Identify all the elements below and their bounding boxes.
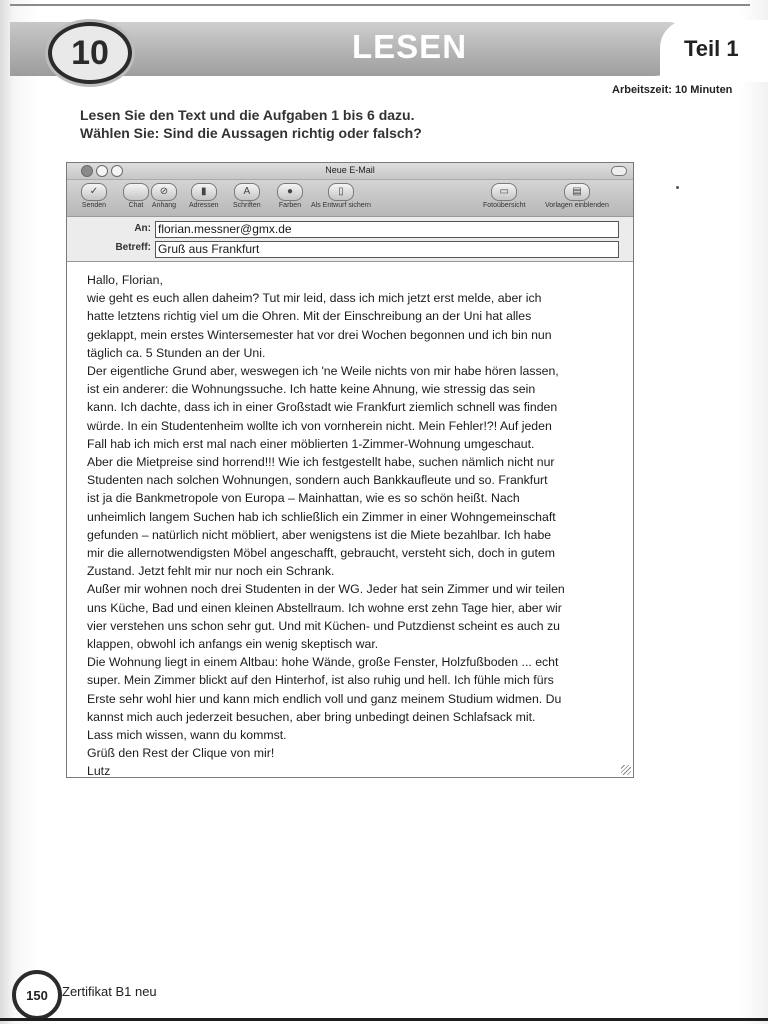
time-limit: Arbeitszeit: 10 Minuten xyxy=(612,84,733,96)
body-line: Grüß den Rest der Clique von mir! xyxy=(87,746,275,761)
colors-label: Farben xyxy=(278,202,302,209)
body-line: vier verstehen uns schon sehr gut. Und mit Küchen- und Putzdienst scheint es auch zu xyxy=(87,618,561,633)
mail-body[interactable] xyxy=(87,271,617,781)
body-line: super. Mein Zimmer blickt auf den Hinterhof, ist also ruhig und hell. Ich fühle mich fürs xyxy=(87,673,554,688)
mail-header-fields xyxy=(67,217,633,262)
address-book-icon: ▮ xyxy=(191,183,217,201)
fonts-button[interactable] xyxy=(233,183,261,209)
body-line: Erste sehr wohl hier und kann mich endlich voll und ganz meinem Studium widmen. Du xyxy=(87,691,562,706)
part-label: Teil 1 xyxy=(684,36,739,61)
section-title: LESEN xyxy=(352,28,468,65)
chat-label: Chat xyxy=(128,202,144,209)
send-label: Senden xyxy=(81,202,107,209)
page-edge-line xyxy=(10,4,750,6)
paperclip-icon: ⊘ xyxy=(151,183,177,201)
section-number: 10 xyxy=(71,33,109,72)
speck xyxy=(676,186,679,189)
body-line: Zustand. Jetzt fehlt mir nur noch ein Schrank. xyxy=(87,564,335,579)
color-wheel-icon: ● xyxy=(277,183,303,201)
templates-label: Vorlagen einblenden xyxy=(545,202,609,209)
body-line: geklappt, mein erstes Wintersemester hat vor drei Wochen begonnen und ich bin nun xyxy=(87,327,552,342)
body-line: Aber die Mietpreise sind horrend!!! Wie ich festgestellt habe, suchen nämlich nicht nur xyxy=(87,455,555,470)
body-line: würde. In ein Studentenheim wollte ich von vornherein nicht. Mein Fehler!?! Auf jeden xyxy=(87,418,552,433)
body-line: kannst mich auch jederzeit besuchen, aber bring unbedingt deinen Schlafsack mit. xyxy=(87,709,536,724)
mail-window xyxy=(66,162,634,778)
body-line: Die Wohnung liegt in einem Altbau: hohe Wände, große Fenster, Holzfußboden ... echt xyxy=(87,655,559,670)
instruction-line: Wählen Sie: Sind die Aussagen richtig oder falsch? xyxy=(80,125,422,141)
body-line: unheimlich langem Suchen hab ich schließlich ein Zimmer in einer Wohngemeinschaft xyxy=(87,509,556,524)
instructions xyxy=(80,106,422,142)
photo-browser-label: Fotoübersicht xyxy=(483,202,526,209)
draft-icon: ▯ xyxy=(328,183,354,201)
body-line: wie geht es euch allen daheim? Tut mir leid, dass ich mich jetzt erst melde, aber ich xyxy=(87,291,542,306)
subject-field[interactable]: Gruß aus Frankfurt xyxy=(155,241,619,258)
body-line: Hallo, Florian, xyxy=(87,273,163,287)
photo-icon: ▭ xyxy=(491,183,517,201)
body-line: Der eigentliche Grund aber, weswegen ich 'ne Weile nichts von mir habe hören lassen, xyxy=(87,364,559,379)
templates-button[interactable] xyxy=(545,183,609,209)
toolbar-toggle-icon[interactable] xyxy=(611,166,627,176)
body-line: Außer mir wohnen noch drei Studenten in der WG. Jeder hat sein Zimmer und wir teilen xyxy=(87,582,565,597)
body-line: uns Küche, Bad und einen kleinen Abstellraum. Ich wohne erst zehn Tage hier, aber wir xyxy=(87,600,562,615)
section-number-badge xyxy=(48,22,132,84)
body-line: klappen, obwohl ich anfangs ein wenig skeptisch war. xyxy=(87,637,379,652)
window-title: Neue E-Mail xyxy=(325,165,375,175)
save-draft-label: Als Entwurf sichern xyxy=(311,202,371,209)
page-number-badge xyxy=(12,970,62,1020)
colors-button[interactable] xyxy=(277,183,303,209)
send-icon: ✓ xyxy=(81,183,107,201)
attach-label: Anhang xyxy=(151,202,177,209)
body-line: Lutz xyxy=(87,764,111,779)
fonts-label: Schriften xyxy=(233,202,261,209)
subject-label: Betreff: xyxy=(115,242,151,253)
body-line: hatte letztens richtig viel um die Ohren. Mit der Einschreibung an der Uni hat alles xyxy=(87,309,532,324)
mail-titlebar xyxy=(67,163,633,180)
template-icon: ▤ xyxy=(564,183,590,201)
page-number: 150 xyxy=(26,987,48,1003)
photo-browser-button[interactable] xyxy=(483,183,525,209)
mail-toolbar xyxy=(67,180,633,217)
body-line: mir die allernotwendigsten Möbel angeschafft, gebraucht, versteht sich, doch in gutem xyxy=(87,546,556,561)
body-line: Lass mich wissen, wann du kommst. xyxy=(87,728,287,743)
book-title: Zertifikat B1 neu xyxy=(62,984,157,999)
attach-button[interactable] xyxy=(151,183,177,209)
page-bottom-edge xyxy=(0,1018,768,1021)
addresses-label: Adressen xyxy=(189,202,219,209)
to-label: An: xyxy=(134,223,151,234)
font-icon: A xyxy=(234,183,260,201)
instruction-line: Lesen Sie den Text und die Aufgaben 1 bis 6 dazu. xyxy=(80,107,415,123)
body-line: ist ein anderer: die Wohnungssuche. Ich hatte keine Ahnung, wie stressig das sein xyxy=(87,382,536,397)
to-field[interactable]: florian.messner@gmx.de xyxy=(155,221,619,238)
body-line: ist ja die Bankmetropole von Europa – Mainhattan, wie es so schön heißt. Nach xyxy=(87,491,520,506)
addresses-button[interactable] xyxy=(189,183,219,209)
resize-grip-icon[interactable] xyxy=(621,765,631,775)
save-draft-button[interactable] xyxy=(311,183,371,209)
body-line: gefunden – natürlich nicht möbliert, aber wenigstens ist die Miete bezahlbar. Ich habe xyxy=(87,527,552,542)
body-line: täglich ca. 5 Stunden an der Uni. xyxy=(87,345,266,360)
send-button[interactable] xyxy=(81,183,107,209)
chat-button[interactable] xyxy=(123,183,149,209)
chat-icon xyxy=(123,183,149,201)
body-line: kann. Ich dachte, dass ich in einer Großstadt wie Frankfurt ziemlich schnell was finden xyxy=(87,400,558,415)
body-line: Studenten nach solchen Wohnungen, sondern auch Bankkaufleute und so. Frankfurt xyxy=(87,473,548,488)
body-line: Fall hab ich mich erst mal nach einer möblierten 1-Zimmer-Wohnung umgeschaut. xyxy=(87,436,535,451)
